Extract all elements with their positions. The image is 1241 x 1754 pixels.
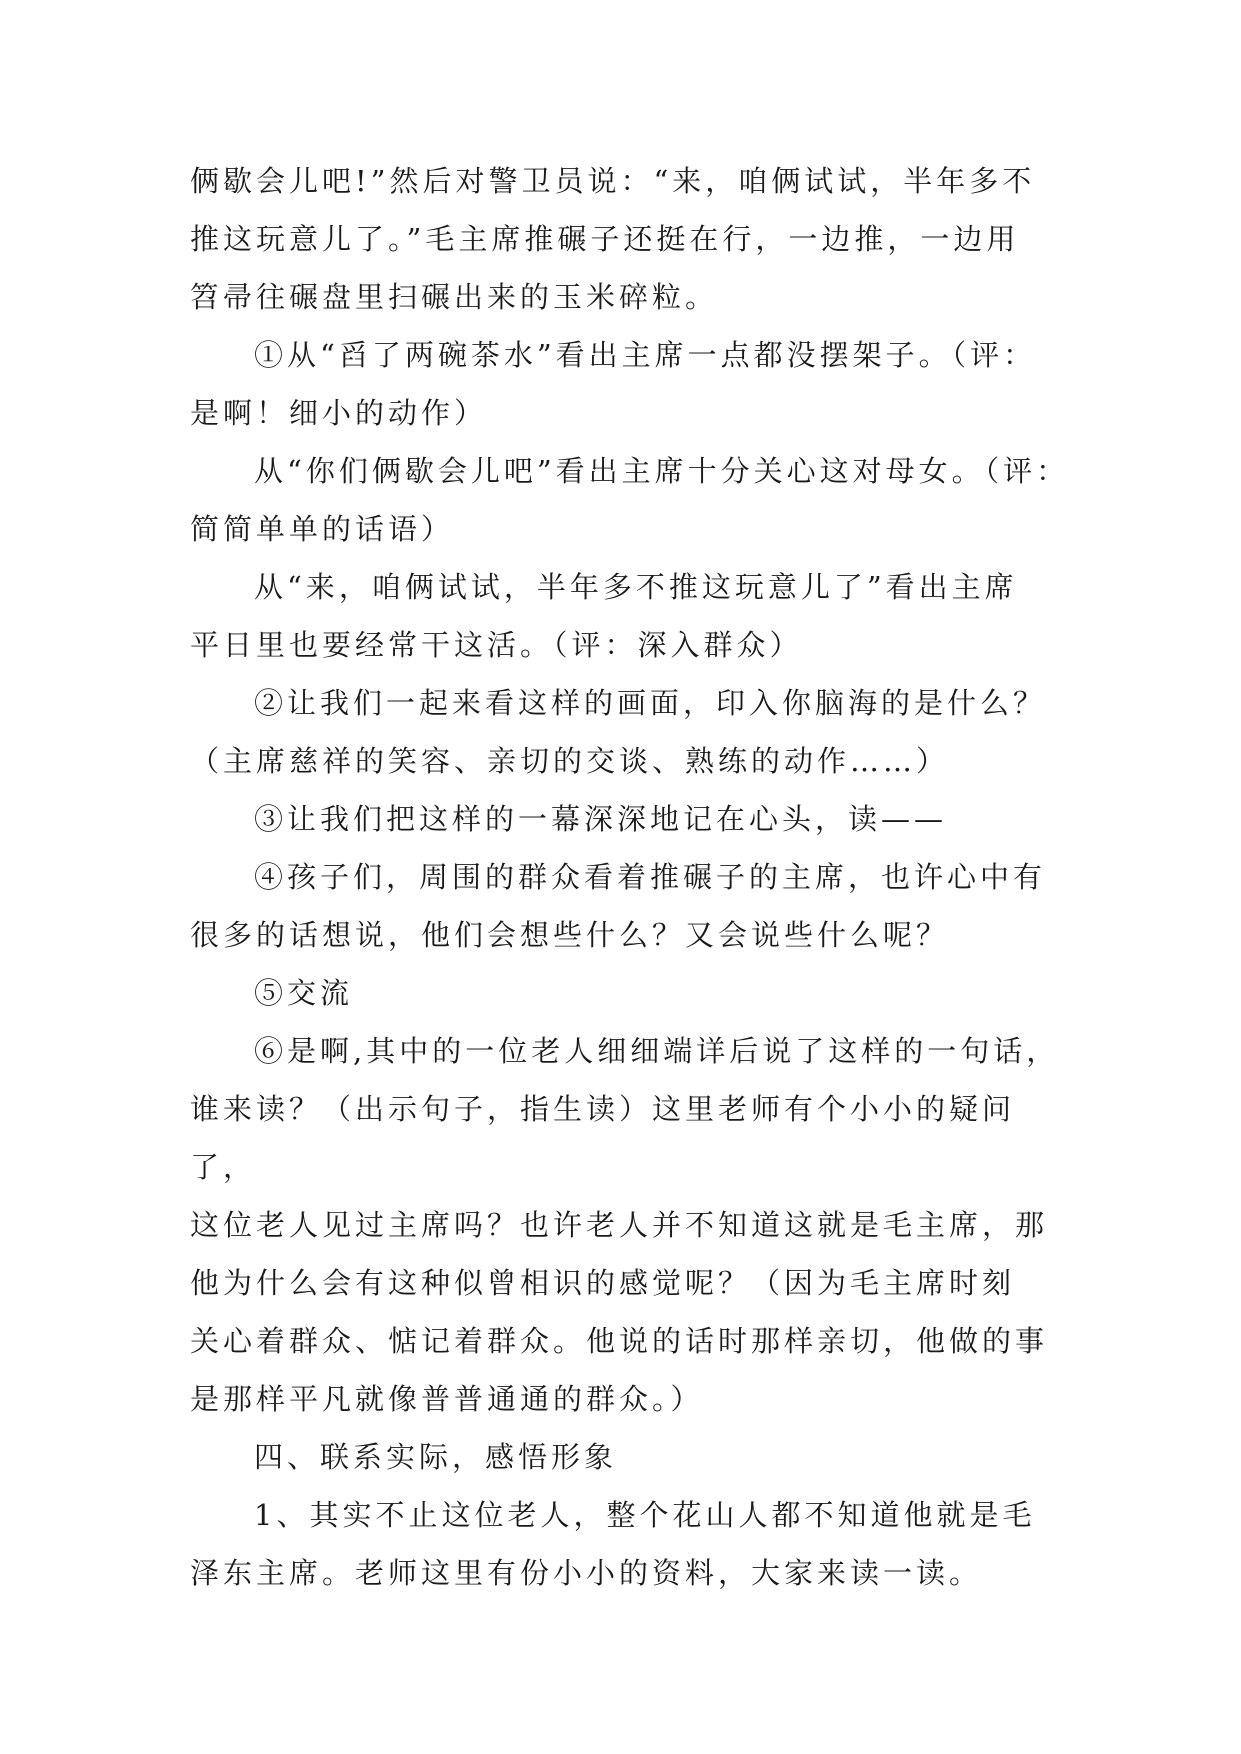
text-line: 平日里也要经常干这活。（评：深入群众）	[190, 628, 803, 662]
text-line: 简简单单的话语）	[190, 512, 455, 546]
text-line: 谁来读？（出示句子，指生读）这里老师有个小小的疑问了，	[190, 1092, 1016, 1184]
text-line: 是啊！细小的动作）	[190, 396, 488, 430]
document-body	[190, 152, 1070, 1602]
text-line: 很多的话想说，他们会想些什么？又会说些什么呢？	[190, 918, 950, 952]
text-line: 泽东主席。老师这里有份小小的资料，大家来读一读。	[190, 1556, 983, 1590]
text-line: ⑥是啊,其中的一位老人细细端详后说了这样的一句话，	[254, 1034, 1060, 1068]
text-line: 从“来，咱俩试试，半年多不推这玩意儿了”看出主席	[254, 570, 1018, 604]
section-heading: 四、联系实际，感悟形象	[254, 1440, 618, 1474]
text-line: 俩歇会儿吧!”然后对警卫员说：“来，咱俩试试，半年多不	[190, 164, 1036, 198]
text-line: 是那样平凡就像普普通通的群众。）	[190, 1382, 704, 1416]
text-line: 1、其实不止这位老人，整个花山人都不知道他就是毛	[254, 1498, 1036, 1532]
text-line: ④孩子们，周围的群众看着推碾子的主席，也许心中有	[254, 860, 1047, 894]
text-line: 从“你们俩歇会儿吧”看出主席十分关心这对母女。（评：	[254, 454, 1070, 488]
text-line: ②让我们一起来看这样的画面，印入你脑海的是什么？	[254, 686, 1047, 720]
text-line: 这位老人见过主席吗？也许老人并不知道这就是毛主席，那	[190, 1208, 1049, 1242]
text-line: 笤帚往碾盘里扫碾出来的玉米碎粒。	[190, 280, 719, 314]
text-line: 他为什么会有这种似曾相识的感觉呢？（因为毛主席时刻	[190, 1266, 1016, 1300]
text-line: 推这玩意儿了。”毛主席推碾子还挺在行，一边推，一边用	[190, 222, 1020, 256]
text-line: ③让我们把这样的一幕深深地记在心头，读——	[254, 802, 948, 836]
text-line: 关心着群众、惦记着群众。他说的话时那样亲切，他做的事	[190, 1324, 1049, 1358]
text-line: ⑤交流	[254, 976, 354, 1010]
text-line: （主席慈祥的笑容、亲切的交谈、熟练的动作……）	[190, 744, 950, 778]
text-line: ①从“舀了两碗茶水”看出主席一点都没摆架子。（评：	[254, 338, 1037, 372]
